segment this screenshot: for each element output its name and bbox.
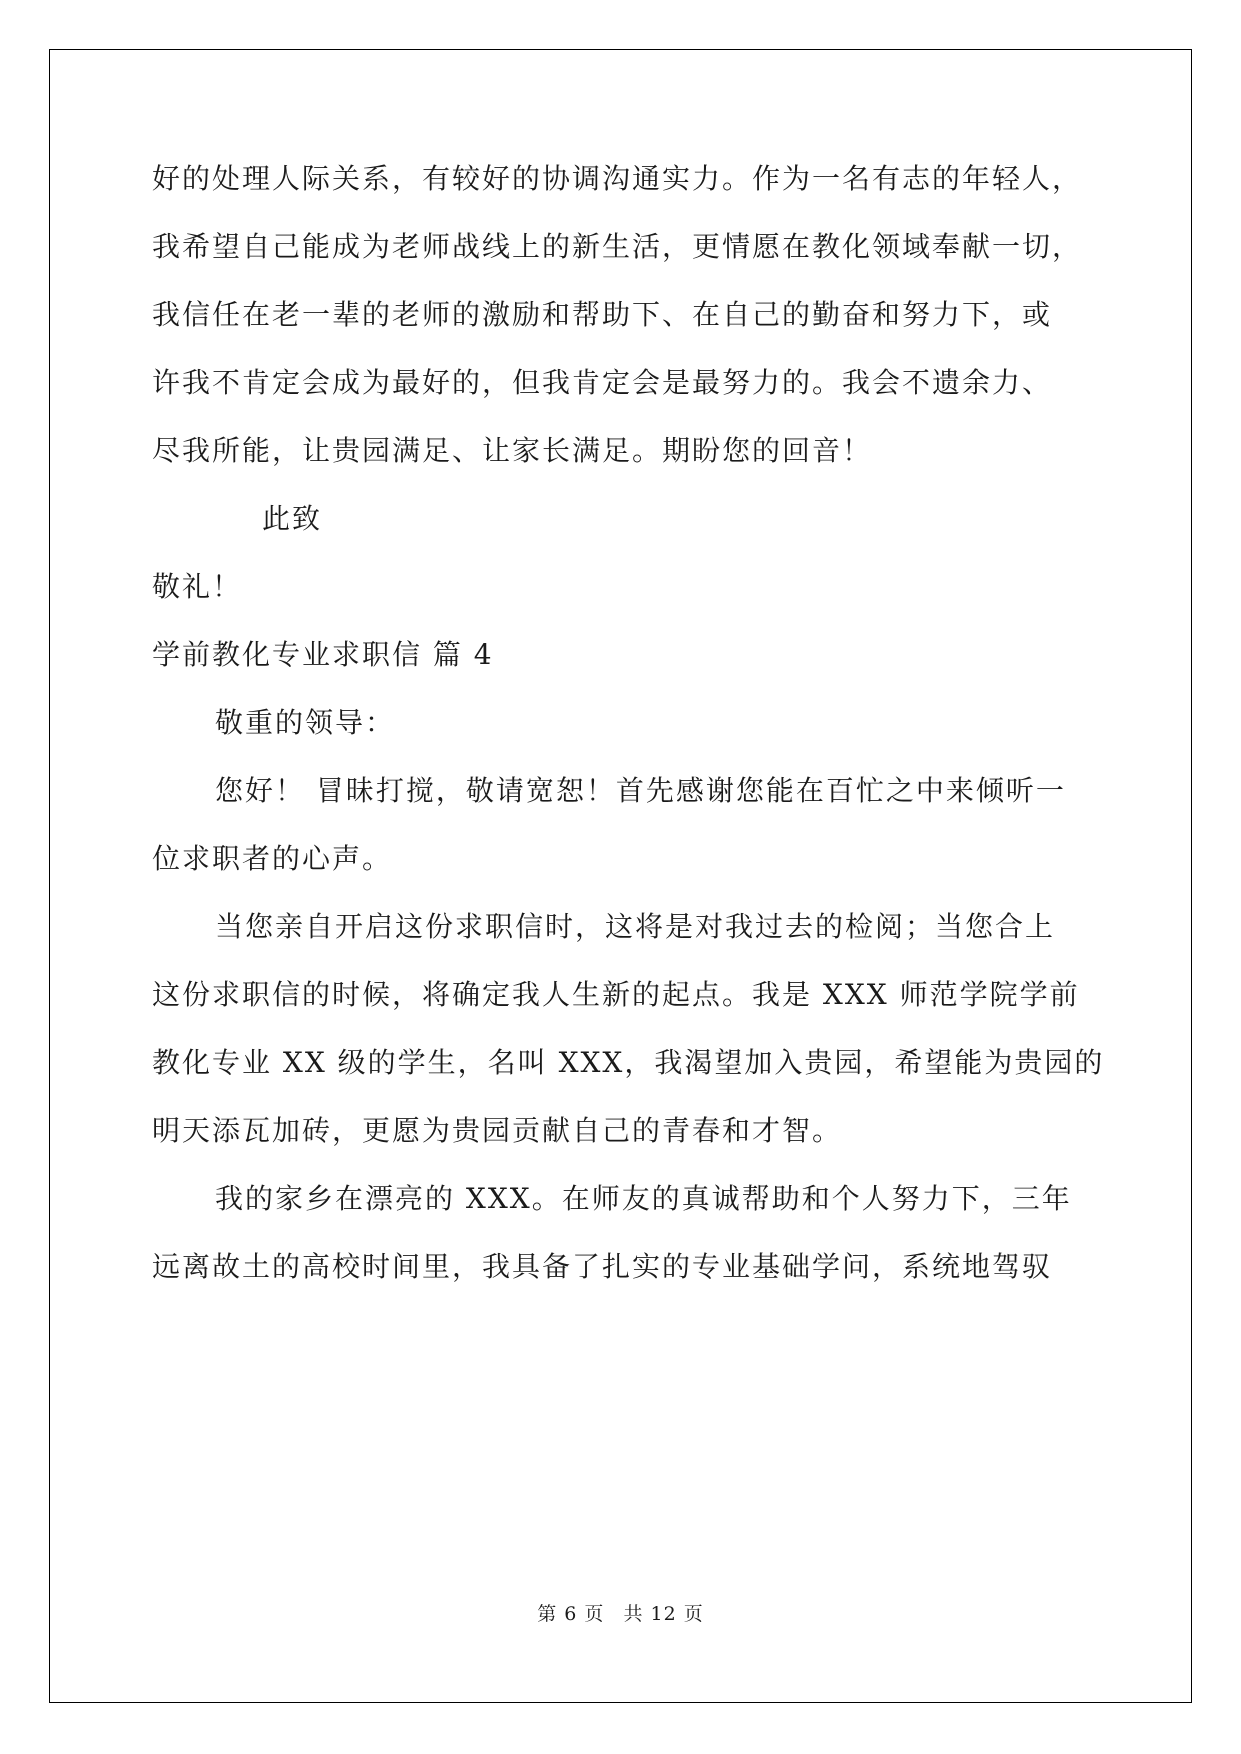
closing-regards: 敬礼！ <box>152 570 243 603</box>
page-number: 第 6 页 <box>537 1603 605 1625</box>
body-line: 位求职者的心声。 <box>152 842 393 875</box>
body-line: 许我不肯定会成为最好的，但我肯定会是最努力的。我会不遗余力、 <box>152 366 1053 399</box>
body-line: 当您亲自开启这份求职信时，这将是对我过去的检阅；当您合上 <box>215 910 1056 943</box>
page-total: 共 12 页 <box>623 1603 704 1625</box>
body-line: 这份求职信的时候，将确定我人生新的起点。我是 XXX 师范学院学前 <box>152 978 1080 1011</box>
body-line: 您好！ 冒昧打搅，敬请宽恕！首先感谢您能在百忙之中来倾听一 <box>215 774 1066 807</box>
body-line: 我信任在老一辈的老师的激励和帮助下、在自己的勤奋和努力下，或 <box>152 298 1053 331</box>
body-line: 尽我所能，让贵园满足、让家长满足。期盼您的回音！ <box>152 434 873 467</box>
body-line: 好的处理人际关系，有较好的协调沟通实力。作为一名有志的年轻人， <box>152 162 1083 195</box>
body-line: 远离故土的高校时间里，我具备了扎实的专业基础学问，系统地驾驭 <box>152 1250 1053 1283</box>
closing-salutation: 此致 <box>262 502 323 535</box>
body-line: 我的家乡在漂亮的 XXX。在师友的真诚帮助和个人努力下，三年 <box>215 1182 1072 1215</box>
body-line: 教化专业 XX 级的学生，名叫 XXX，我渴望加入贵园，希望能为贵园的 <box>152 1046 1105 1079</box>
section-heading: 学前教化专业求职信 篇 4 <box>152 638 494 671</box>
body-line: 明天添瓦加砖，更愿为贵园贡献自己的青春和才智。 <box>152 1114 843 1147</box>
page-footer <box>0 1602 1241 1626</box>
body-line: 我希望自己能成为老师战线上的新生活，更情愿在教化领域奉献一切， <box>152 230 1083 263</box>
greeting: 敬重的领导： <box>215 706 396 739</box>
